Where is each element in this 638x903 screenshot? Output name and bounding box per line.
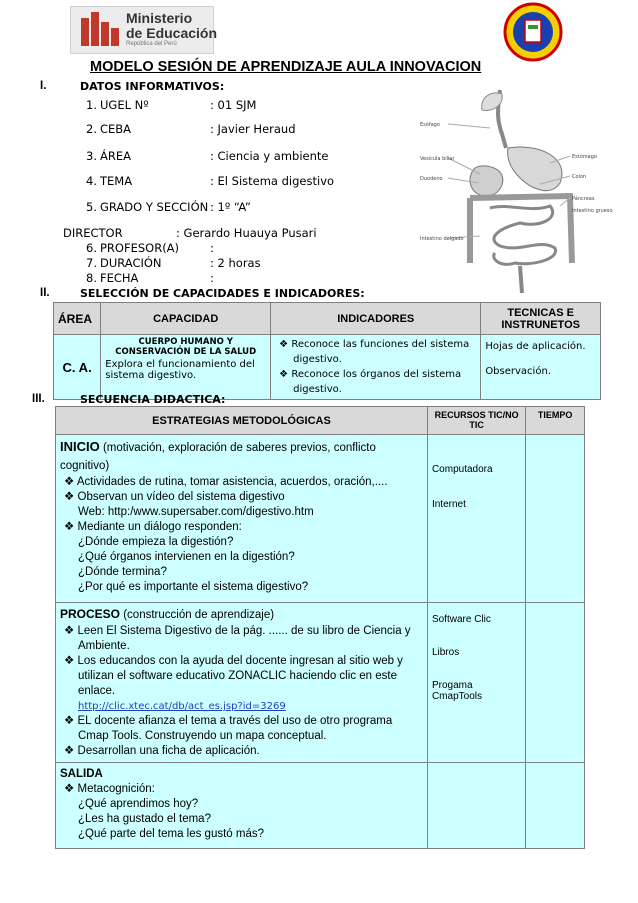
area-cell: C. A. xyxy=(54,335,101,400)
label-vesicula: Vesícula biliar xyxy=(420,156,455,162)
section1-title: DATOS INFORMATIVOS: xyxy=(80,80,225,93)
director-value: : Gerardo Huauya Pusari xyxy=(176,226,317,240)
diamond-bullet-icon: ❖ xyxy=(64,625,78,637)
proceso-bullet: ❖ Leen El Sistema Digestivo de la pág. ...... de su libro de Ciencia y Ambiente. xyxy=(64,625,411,652)
diamond-bullet-icon: ❖ xyxy=(64,655,78,667)
inicio-recursos-cell xyxy=(427,435,525,603)
school-seal-icon xyxy=(498,2,568,62)
header-indicadores: INDICADORES xyxy=(271,303,481,335)
inicio-bullet: ❖ Observan un vídeo del sistema digestivo xyxy=(64,491,285,503)
info-value-ugel: : 01 SJM xyxy=(210,98,257,112)
inicio-web: Web: http:/www.supersaber.com/digestivo.htm xyxy=(78,506,314,518)
inicio-cell xyxy=(56,435,428,603)
proceso-bullet: ❖ Los educandos con la ayuda del docente ingresan al sitio web y utilizan el software educativo ZONACLIC haciendo clic en este enlace. xyxy=(64,655,403,697)
inicio-subtitle: (motivación, exploración de saberes previos, conflicto cognitivo) xyxy=(60,442,376,472)
section3-title: SECUENCIA DIDACTICA: xyxy=(80,393,226,406)
proceso-subtitle: (construcción de aprendizaje) xyxy=(123,609,275,621)
inicio-tiempo-cell xyxy=(526,435,585,603)
info-value-grado: : 1º “A” xyxy=(210,200,251,214)
diamond-bullet-icon: ❖ xyxy=(279,339,292,350)
digestive-system-diagram xyxy=(420,88,625,298)
info-num-7: 7. xyxy=(86,256,97,270)
recurso-item: Progama CmapTools xyxy=(431,680,482,702)
logo-line1: Ministerio xyxy=(126,10,193,26)
info-num-6: 6. xyxy=(86,241,97,255)
diamond-bullet-icon: ❖ xyxy=(64,521,78,533)
info-value-duracion: : 2 horas xyxy=(210,256,261,270)
tecnica-item: Observación. xyxy=(485,366,551,377)
header-capacidad: CAPACIDAD xyxy=(101,303,271,335)
ministry-logo-icon xyxy=(75,8,125,52)
info-label-profesor: PROFESOR(A) xyxy=(100,241,180,255)
info-value-ceba: : Javier Heraud xyxy=(210,122,296,136)
tecnicas-cell xyxy=(481,335,601,400)
capacidad-title: CUERPO HUMANO Y CONSERVACIÓN DE LA SALUD xyxy=(115,337,257,357)
question-item: ¿Por qué es importante el sistema digestivo? xyxy=(78,581,309,593)
header-tecnicas: TECNICAS E INSTRUNETOS xyxy=(481,303,601,335)
zonaclic-link[interactable]: http://clic.xtec.cat/db/act_es.jsp?id=3269 xyxy=(78,701,286,712)
inicio-bullet: ❖ Actividades de rutina, tomar asistencia, acuerdos, oración,.... xyxy=(64,476,388,488)
diamond-bullet-icon: ❖ xyxy=(64,745,78,757)
info-value-tema: : El Sistema digestivo xyxy=(210,174,335,188)
question-item: ¿Qué órganos intervienen en la digestión? xyxy=(78,551,295,563)
inicio-bullet: ❖ Mediante un diálogo responden: xyxy=(64,521,242,533)
info-num-8: 8. xyxy=(86,271,97,285)
proceso-bullet: ❖ Desarrollan una ficha de aplicación. xyxy=(64,745,260,757)
diamond-bullet-icon: ❖ xyxy=(64,491,78,503)
proceso-bullet: ❖ EL docente afianza el tema a través del uso de otro programa Cmap Tools. Construyendo un mapa conceptual. xyxy=(64,715,393,742)
salida-title: SALIDA xyxy=(60,768,103,780)
info-label-area: ÁREA xyxy=(100,149,131,163)
proceso-recursos-cell xyxy=(427,603,525,763)
label-colon: Colon xyxy=(572,174,587,180)
info-label-ceba: CEBA xyxy=(100,122,132,136)
info-label-fecha: FECHA xyxy=(100,271,139,285)
label-intestino-grueso: Intestino grueso xyxy=(572,208,613,214)
info-label-tema: TEMA xyxy=(100,174,133,188)
info-num-2: 2. xyxy=(86,122,97,136)
label-esofago: Esófago xyxy=(420,122,440,128)
logo-line2: de Educación xyxy=(126,25,218,41)
tecnica-item: Hojas de aplicación. xyxy=(485,341,586,352)
diamond-bullet-icon: ❖ xyxy=(64,783,78,795)
recurso-item: Libros xyxy=(431,647,460,658)
salida-cell xyxy=(56,763,428,849)
diamond-bullet-icon: ❖ xyxy=(279,369,292,380)
inicio-title: INICIO xyxy=(60,439,100,454)
page-title: MODELO SESIÓN DE APRENDIZAJE AULA INNOVACION xyxy=(90,59,482,75)
capacities-table xyxy=(53,302,601,400)
info-num-5: 5. xyxy=(86,200,97,214)
question-item: ¿Qué parte del tema les gustó más? xyxy=(78,828,265,840)
info-value-fecha: : xyxy=(210,271,214,285)
question-item: ¿Dónde empieza la digestión? xyxy=(78,536,234,548)
header-estrategias: ESTRATEGIAS METODOLÓGICAS xyxy=(56,407,428,435)
question-item: ¿Qué aprendimos hoy? xyxy=(78,798,199,810)
logo-line3: República del Perú xyxy=(126,41,177,47)
recurso-item: Internet xyxy=(431,499,466,510)
capacidad-text: Explora el funcionamiento del sistema digestivo. xyxy=(105,359,255,381)
recurso-item: Software Clic xyxy=(431,614,491,625)
question-item: ¿Les ha gustado el tema? xyxy=(78,813,211,825)
info-label-ugel: UGEL Nº xyxy=(100,98,149,112)
didactic-sequence-table xyxy=(55,406,585,849)
capacidad-cell xyxy=(101,335,271,400)
header-area: ÁREA xyxy=(54,303,101,335)
info-num-3: 3. xyxy=(86,149,97,163)
label-duodeno: Duodeno xyxy=(420,176,443,182)
label-estomago: Estómago xyxy=(572,154,597,160)
info-num-4: 4. xyxy=(86,174,97,188)
section2-title: SELECCIÓN DE CAPACIDADES E INDICADORES: xyxy=(80,287,365,300)
label-pancreas: Páncreas xyxy=(572,196,595,202)
diamond-bullet-icon: ❖ xyxy=(64,715,78,727)
info-label-duracion: DURACIÓN xyxy=(100,256,162,270)
section1-number: I. xyxy=(40,80,47,92)
header-tiempo: TIEMPO xyxy=(526,407,585,435)
info-num-1: 1. xyxy=(86,98,97,112)
header-recursos: RECURSOS TIC/NO TIC xyxy=(427,407,525,435)
salida-tiempo-cell xyxy=(526,763,585,849)
proceso-title: PROCESO xyxy=(60,607,121,621)
proceso-tiempo-cell xyxy=(526,603,585,763)
indicadores-cell xyxy=(271,335,481,400)
section2-number: II. xyxy=(40,287,50,299)
recurso-item: Computadora xyxy=(431,464,493,475)
label-intestino-delgado: Intestino delgado xyxy=(420,236,464,242)
section3-number: III. xyxy=(32,393,45,405)
info-value-profesor: : xyxy=(210,241,214,255)
indicador-item: ❖ Reconoce los órganos del sistema digestivo. xyxy=(279,369,462,395)
question-item: ¿Dónde termina? xyxy=(78,566,167,578)
info-value-area: : Ciencia y ambiente xyxy=(210,149,329,163)
diamond-bullet-icon: ❖ xyxy=(64,476,77,488)
info-label-grado: GRADO Y SECCIÓN xyxy=(100,200,209,214)
indicador-item: ❖ Reconoce las funciones del sistema digestivo. xyxy=(279,339,470,365)
salida-recursos-cell xyxy=(427,763,525,849)
salida-bullet: ❖ Metacognición: xyxy=(64,783,155,795)
director-label: DIRECTOR xyxy=(63,226,123,240)
proceso-cell xyxy=(56,603,428,763)
